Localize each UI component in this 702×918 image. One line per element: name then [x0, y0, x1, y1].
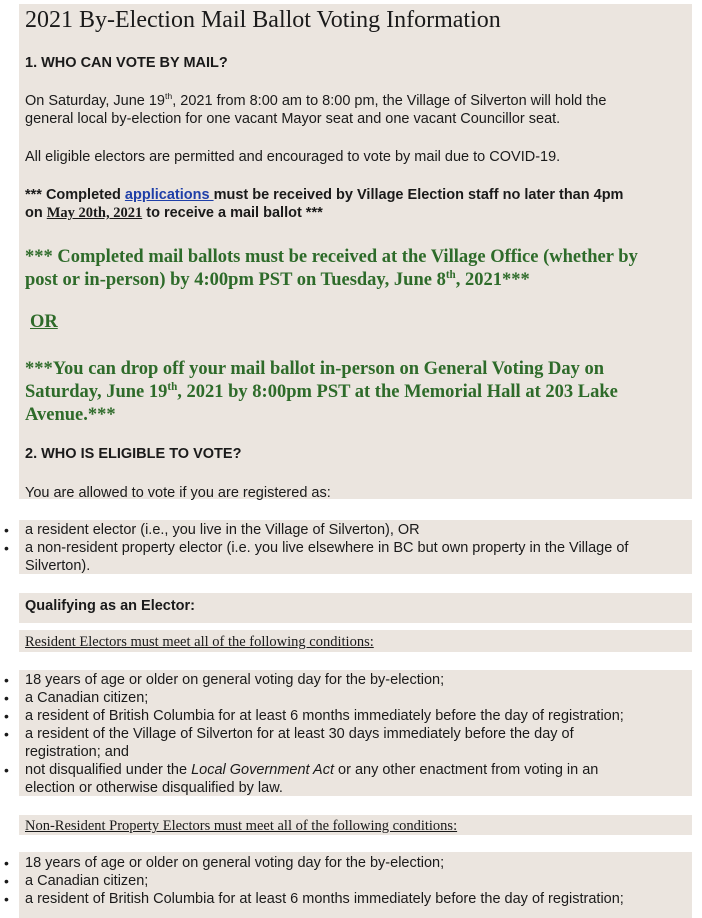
applications-link[interactable]: applications	[124, 187, 214, 203]
paragraph-eligible-mail: All eligible electors are permitted and encouraged to vote by mail due to COVID-19.	[25, 149, 561, 165]
bullet-marker: •	[4, 762, 9, 778]
bullet-marker: •	[4, 726, 9, 742]
drop-off-line-3: Avenue.***	[25, 405, 116, 425]
nonresident-electors-heading: Non-Resident Property Electors must meet all of the following conditions:	[25, 818, 458, 834]
deadline-date: May 20th, 2021	[46, 205, 143, 221]
bullet-marker: •	[4, 891, 9, 907]
bullet-marker: •	[4, 540, 9, 556]
list-item-nonresident-elector-cont: Silverton).	[25, 558, 91, 574]
resident-condition-village-resident: a resident of the Village of Silverton for at least 30 days immediately before the day of	[25, 726, 574, 742]
paragraph-by-election-date-cont: general local by-election for one vacant Mayor seat and one vacant Councillor seat.	[25, 111, 561, 127]
application-deadline-notice-cont: on May 20th, 2021 to receive a mail ballot ***	[25, 205, 323, 221]
section-1-heading: 1. WHO CAN VOTE BY MAIL?	[25, 55, 228, 71]
eligibility-intro: You are allowed to vote if you are registered as:	[25, 485, 331, 501]
resident-electors-heading: Resident Electors must meet all of the following conditions:	[25, 634, 374, 650]
bullet-marker: •	[4, 690, 9, 706]
qualifying-heading: Qualifying as an Elector:	[25, 598, 196, 614]
bullet-marker: •	[4, 672, 9, 688]
bullet-marker: •	[4, 873, 9, 889]
drop-off-line-2: Saturday, June 19th, 2021 by 8:00pm PST at the Memorial Hall at 203 Lake	[25, 380, 618, 402]
nonresident-condition-bc-resident: a resident of British Columbia for at least 6 months immediately before the day of registration;	[25, 891, 624, 907]
nonresident-condition-citizen: a Canadian citizen;	[25, 873, 149, 889]
mail-ballot-deadline-line-2: post or in-person) by 4:00pm PST on Tuesday, June 8th, 2021***	[25, 268, 530, 290]
resident-condition-not-disqualified-cont: election or otherwise disqualified by law.	[25, 780, 283, 796]
resident-condition-bc-resident: a resident of British Columbia for at least 6 months immediately before the day of registration;	[25, 708, 624, 724]
mail-ballot-deadline-line-1: *** Completed mail ballots must be received at the Village Office (whether by	[25, 247, 638, 267]
application-deadline-notice: *** Completed applications must be received by Village Election staff no later than 4pm	[25, 187, 624, 203]
resident-condition-citizen: a Canadian citizen;	[25, 690, 149, 706]
list-item-nonresident-elector: a non-resident property elector (i.e. you live elsewhere in BC but own property in the Village of	[25, 540, 629, 556]
resident-condition-village-resident-cont: registration; and	[25, 744, 129, 760]
page-title: 2021 By-Election Mail Ballot Voting Information	[25, 7, 501, 33]
list-item-resident-elector: a resident elector (i.e., you live in the Village of Silverton), OR	[25, 522, 420, 538]
section-2-heading: 2. WHO IS ELIGIBLE TO VOTE?	[25, 446, 242, 462]
or-separator: OR	[30, 312, 58, 332]
drop-off-line-1: ***You can drop off your mail ballot in-person on General Voting Day on	[25, 359, 605, 379]
resident-condition-not-disqualified: not disqualified under the Local Government Act or any other enactment from voting in an	[25, 762, 599, 778]
resident-condition-age: 18 years of age or older on general voting day for the by-election;	[25, 672, 445, 688]
bullet-marker: •	[4, 708, 9, 724]
nonresident-condition-age: 18 years of age or older on general voting day for the by-election;	[25, 855, 445, 871]
bullet-marker: •	[4, 855, 9, 871]
bullet-marker: •	[4, 522, 9, 538]
paragraph-by-election-date: On Saturday, June 19th, 2021 from 8:00 am to 8:00 pm, the Village of Silverton will hold the	[25, 91, 607, 109]
